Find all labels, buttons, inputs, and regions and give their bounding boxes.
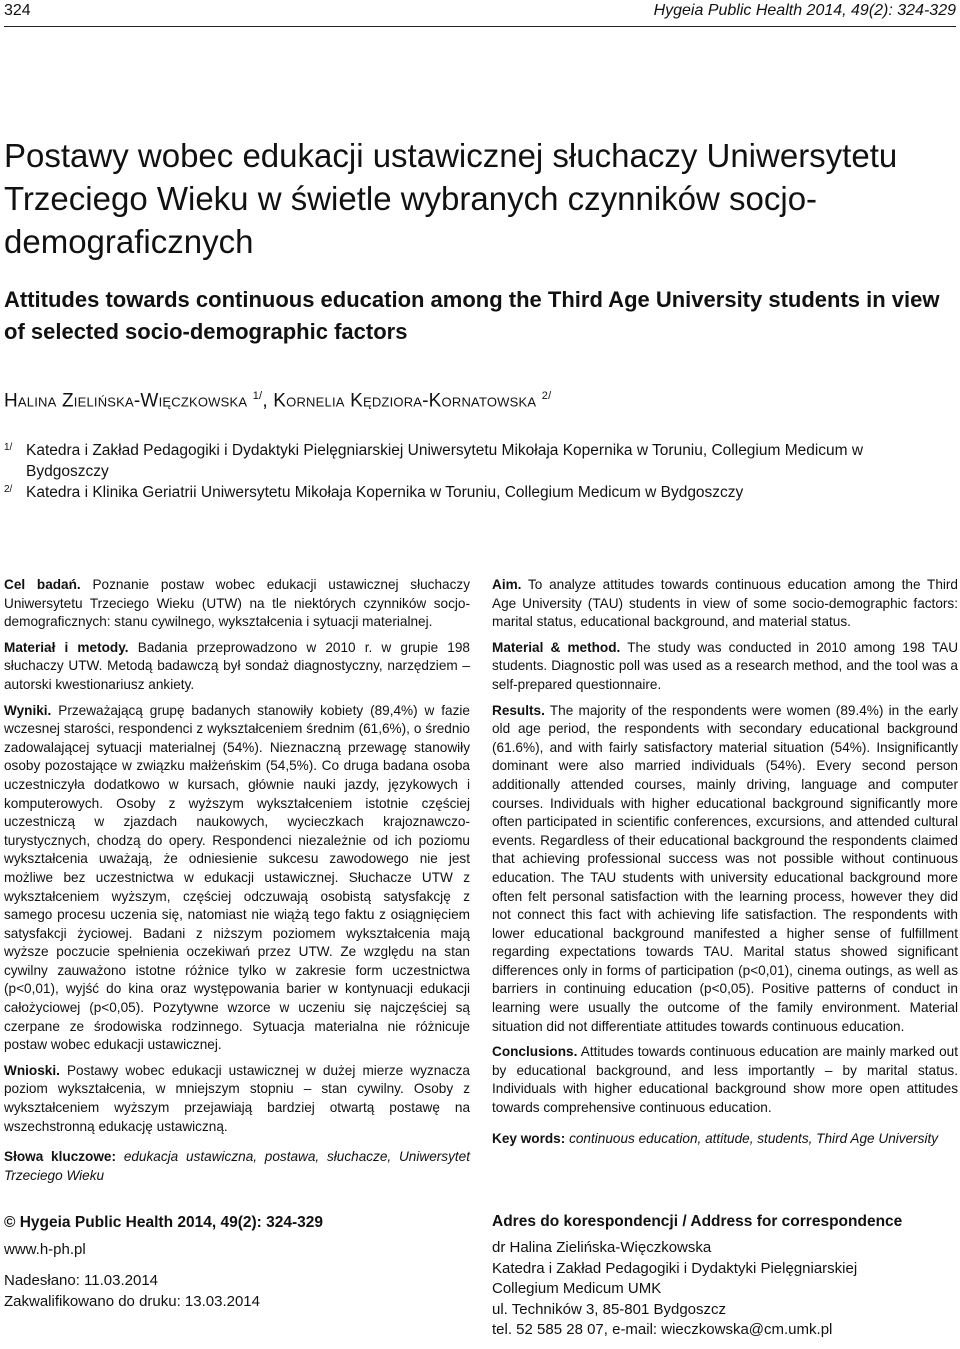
section-text: continuous education, attitude, students, Third Age University	[569, 1130, 939, 1146]
affiliation-mark: 1/	[4, 442, 13, 453]
publication-info	[4, 1212, 464, 1312]
accepted-date: Zakwalifikowano do druku: 13.03.2014	[4, 1293, 260, 1310]
abstract-results	[4, 702, 470, 1055]
affiliation-item	[4, 482, 944, 503]
page-number: 324	[4, 2, 31, 19]
author-list: Halina Zielińska-Więczkowska $^{1/}$, Kornelia Kędziora-Kornatowska $^{2/}$	[4, 390, 552, 412]
section-label: Wyniki.	[4, 702, 52, 718]
section-label: Conclusions.	[492, 1044, 578, 1060]
section-text: Poznanie postaw wobec edukacji ustawicznej słuchaczy Uniwersytetu Trzeciego Wieku (UTW) na tle niektórych czynników socjo-demograficznych: stanu cywilnego, wykształcenia i sytuacji materialnej.	[4, 577, 470, 630]
running-header	[4, 0, 956, 27]
abstract-aim	[492, 576, 958, 632]
section-label: Aim.	[492, 577, 522, 592]
title-polish: Postawy wobec edukacji ustawicznej słuchaczy Uniwersytetu Trzeciego Wieku w świetle wybranych czynników socjo-demograficznych	[4, 137, 898, 260]
affiliation-text: Katedra i Zakład Pedagogiki i Dydaktyki Pielęgniarskiej Uniwersytetu Mikołaja Kopernika w Toruniu, Collegium Medicum w Bydgoszczy	[26, 442, 864, 480]
abstract-polish	[4, 576, 470, 1192]
abstract-methods	[492, 639, 958, 695]
affiliation-mark: 2/	[4, 484, 13, 495]
abstract-conclusions	[4, 1062, 470, 1136]
author-name: Kornelia Kędziora-Kornatowska	[273, 390, 537, 412]
section-label: Material & method.	[492, 639, 621, 655]
correspondence-line: Katedra i Zakład Pedagogiki i Dydaktyki Pielęgniarskiej	[492, 1259, 858, 1277]
section-label: Słowa kluczowe:	[4, 1149, 117, 1165]
abstract-aim	[4, 576, 470, 632]
affiliations	[4, 440, 944, 503]
received-date: Nadesłano: 11.03.2014	[4, 1272, 159, 1289]
abstract-conclusions	[492, 1043, 958, 1117]
author-name: Halina Zielińska-Więczkowska	[4, 390, 248, 412]
affiliation-item	[4, 440, 944, 482]
section-text: To analyze attitudes towards continuous education among the Third Age University (TAU) students in view of some socio-demographic factors: marital status, educational background, and material status.	[492, 577, 958, 630]
section-text: Badania przeprowadzono w 2010 r. w grupie 198 słuchaczy UTW. Metodą badawczą był sondaż diagnostyczny, narzędziem – autorski kwestionariusz ankiety.	[4, 639, 470, 692]
abstract-results	[492, 702, 958, 1037]
affiliation-mark: 2/	[541, 390, 552, 402]
section-text: Przeważającą grupę badanych stanowiły kobiety (89,4%) w fazie wczesnej starości, respondenci z wykształceniem średnim (61,6%), o średnio zadowalającej sytuacji materialnej (54%). Nieznaczną przewagę stanowiły osoby pozostające w związku małżeńskim (54,5%). Co druga badana osoba uczestniczyła dodatkowo w kursach, głównie nauki jazdy, językowych i komputerowych. Osoby z wyższym wykształceniem istotnie częściej uczestniczą w zjazdach naukowych, wycieczkach krajoznawczo-turystycznych, chodzą do opery. Respondenci niezależnie od ich poziomu wykształcenia uważają, że odniesienie sukcesu zawodowego nie jest możliwe bez uczestnictwa w edukacji ustawicznej. Słuchacze UTW z wykształceniem wyższym, częściej odczuwają osobistą satysfakcję z samego procesu uczenia się, natomiast nie wiążą tego faktu z osiągnięciem satysfakcji życiowej. Badani z niższym poziomem wykształcenia mają wyższe poczucie spełnienia oczekiwań przez UTW. Ze względu na stan cywilny zauważono istotne różnice tylko w zakresie form uczestnictwa (p<0,01), wyjść do kina oraz występowania barier w kontynuacji edukacji całożyciowej (p<0,05). Pozytywne wzorce w uczeniu się najczęściej są czerpane ze środowiska rodzinnego. Sytuacja materialna nie różnicuje postaw wobec edukacji ustawicznej.	[4, 702, 470, 1053]
section-text: Postawy wobec edukacji ustawicznej w dużej mierze wyznacza poziom wykształcenia, w mniejszym stopniu – stan cywilny. Osoby z wykształceniem wyższym przejawiają bardziej otwartą postawę na wszechstronną edukację ustawiczną.	[4, 1062, 470, 1134]
section-text: The majority of the respondents were women (89.4%) in the early old age period, the respondents with secondary educational background (61.6%), and with fairly satisfactory material situation (54%). Insignificantly dominant were also married individuals (54%). Every second person additionally attended courses, mainly driving, language and computer courses. Individuals with higher educational background significantly more often participated in scientific conferences, excursions, and attended cultural events. Regardless of their educational background the respondents claimed that achieving professional success was not possible without continuous education. The TAU students with university educational background more often felt personal satisfaction with the learning process, however they did not connect this fact with achieving life satisfaction. The respondents with lower educational background manifested a higher sense of fulfillment regarding expectations towards TAU. Marital status showed significant differences only in forms of participation (p<0,01), cinema outings, as well as barriers in continuing education (p<0,05). Positive patterns of conduct in learning were usually the outcome of the family environment. Material situation did not differentiate attitudes towards continuous education.	[492, 702, 959, 1034]
correspondence-line: ul. Techników 3, 85-801 Bydgoszcz	[492, 1300, 727, 1318]
section-label: Key words:	[492, 1130, 566, 1146]
section-label: Results.	[492, 702, 545, 718]
abstract-keywords	[4, 1148, 470, 1185]
title-english: Attitudes towards continuous education among the Third Age University students in view of selected socio-demographic factors	[4, 287, 940, 344]
section-label: Wnioski.	[4, 1062, 60, 1078]
correspondence-address	[492, 1212, 956, 1340]
section-label: Materiał i metody.	[4, 639, 129, 655]
abstract-english	[492, 576, 958, 1155]
website-link[interactable]: www.h-ph.pl	[4, 1241, 86, 1258]
correspondence-line: dr Halina Zielińska-Więczkowska	[492, 1239, 712, 1257]
section-text: The study was conducted in 2010 among 198 TAU students. Diagnostic poll was used as a research method, and the tool was a self-prepared questionnaire.	[492, 639, 959, 692]
abstract-methods	[4, 639, 470, 695]
correspondence-line[interactable]: tel. 52 585 28 07, e-mail: wieczkowska@cm.umk.pl	[492, 1321, 833, 1339]
copyright-line: © Hygeia Public Health 2014, 49(2): 324-329	[4, 1214, 323, 1231]
affiliation-mark: 1/	[252, 390, 263, 402]
correspondence-line: Collegium Medicum UMK	[492, 1280, 662, 1298]
correspondence-title: Adres do korespondencji / Address for correspondence	[492, 1213, 903, 1230]
section-label: Cel badań.	[4, 577, 81, 592]
section-text: edukacja ustawiczna, postawa, słuchacze, Uniwersytet Trzeciego Wieku	[4, 1149, 470, 1183]
affiliation-text: Katedra i Klinika Geriatrii Uniwersytetu Mikołaja Kopernika w Toruniu, Collegium Medicum w Bydgoszczy	[26, 484, 744, 501]
journal-reference: Hygeia Public Health 2014, 49(2): 324-329	[653, 2, 956, 19]
abstract-keywords	[492, 1130, 958, 1149]
section-text: Attitudes towards continuous education are mainly marked out by educational background, and less importantly – by marital status. Individuals with higher educational background show more open attitudes towards comprehensive continuous education.	[492, 1044, 959, 1116]
